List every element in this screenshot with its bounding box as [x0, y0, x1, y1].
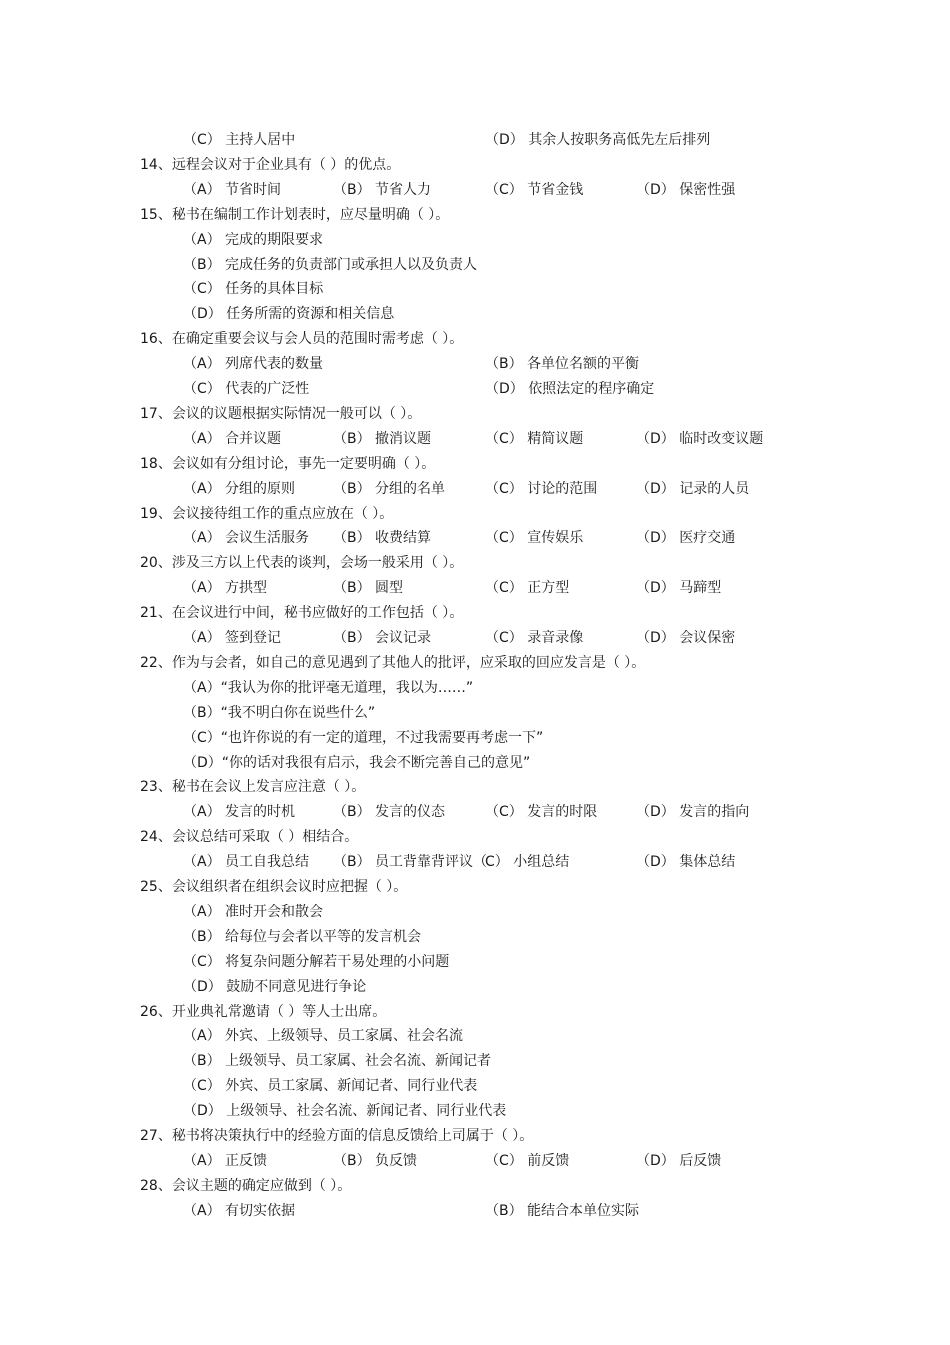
answer-option: （B） 能结合本单位实际 [485, 1202, 640, 1219]
options-row [0, 752, 950, 774]
options-row [0, 1050, 950, 1072]
answer-option: （A） 准时开会和散会 [183, 903, 324, 920]
options-row [0, 851, 950, 873]
options-row [0, 353, 950, 375]
question-stem: 14、远程会议对于企业具有（ ）的优点。 [140, 156, 401, 173]
answer-option: （D） 记录的人员 [636, 480, 750, 497]
answer-option: （A） 外宾、上级领导、员工家属、社会名流 [183, 1028, 464, 1045]
answer-option: （C） 发言的时限 [485, 804, 598, 821]
answer-option: （B） 收费结算 [333, 530, 432, 547]
question-stem: 25、会议组织者在组织会议时应把握（ ）。 [140, 879, 408, 895]
question-stem: 26、开业典礼常邀请（ ）等人士出席。 [140, 1003, 387, 1020]
options-row [0, 702, 950, 724]
answer-option: （C） 前反馈 [485, 1152, 570, 1169]
options-row [0, 254, 950, 276]
answer-option: （A） 会议生活服务 [183, 530, 310, 547]
answer-option: （B） 上级领导、员工家属、社会名流、新闻记者 [183, 1053, 492, 1070]
options-row [0, 478, 950, 500]
answer-option: （C） 节省金钱 [485, 181, 584, 198]
answer-option: （C） 精简议题 [485, 430, 584, 447]
answer-option: （D） 发言的指向 [636, 804, 750, 821]
question-stem: 21、在会议进行中间，秘书应做好的工作包括（ ）。 [140, 605, 464, 622]
options-row [0, 278, 950, 300]
answer-option: （C） 外宾、员工家属、新闻记者、同行业代表 [183, 1078, 478, 1095]
question-stem: 22、作为与会者，如自己的意见遇到了其他人的批评，应采取的回应发言是（ ）。 [140, 654, 646, 671]
options-row [0, 1150, 950, 1172]
answer-option: （D） 其余人按职务高低先左后排列 [485, 132, 711, 148]
answer-option: （B）“我不明白你在说些什么” [183, 704, 376, 721]
answer-option: （A） 签到登记 [183, 630, 282, 646]
answer-option: （C） 讨论的范围 [485, 480, 598, 497]
answer-option: （D） 集体总结 [636, 854, 736, 871]
options-row [0, 129, 950, 151]
options-row [0, 627, 950, 649]
question-stem: 18、会议如有分组讨论，事先一定要明确（ ）。 [140, 455, 436, 472]
answer-option: （B） 员工背靠背评议（ [333, 854, 488, 871]
options-row [0, 428, 950, 450]
options-row [0, 727, 950, 749]
answer-option: （B） 完成任务的负责部门或承担人以及负责人 [183, 256, 478, 273]
answer-option: （B） 会议记录 [333, 630, 432, 646]
answer-option: （B） 发言的仪态 [333, 804, 446, 821]
question-stem: 20、涉及三方以上代表的谈判，会场一般采用（ ）。 [140, 555, 464, 572]
question-stem: 24、会议总结可采取（ ）相结合。 [140, 829, 359, 846]
question-stem: 16、在确定重要会议与会人员的范围时需考虑（ ）。 [140, 331, 464, 348]
options-row [0, 527, 950, 549]
options-row [0, 1075, 950, 1097]
answer-option: （B） 撤消议题 [333, 430, 432, 447]
answer-option: （B） 节省人力 [333, 181, 432, 198]
answer-option: （C） 主持人居中 [183, 132, 296, 148]
options-row [0, 976, 950, 998]
answer-option: （A） 方拱型 [183, 580, 268, 597]
answer-option: （A） 列席代表的数量 [183, 356, 324, 373]
answer-option: （D） 会议保密 [636, 630, 736, 646]
options-row [0, 951, 950, 973]
answer-option: （B） 圆型 [333, 580, 404, 597]
answer-option: （C） 宣传娱乐 [485, 530, 584, 547]
options-row [0, 901, 950, 923]
options-row [0, 1200, 950, 1222]
answer-option: （D） 上级领导、社会名流、新闻记者、同行业代表 [183, 1103, 507, 1120]
options-row [0, 378, 950, 400]
answer-option: C） 小组总结 [485, 854, 570, 871]
answer-option: （D） 医疗交通 [636, 530, 736, 547]
answer-option: （B） 分组的名单 [333, 480, 446, 497]
answer-option: （B） 给每位与会者以平等的发言机会 [183, 928, 422, 945]
answer-option: （A） 发言的时机 [183, 804, 296, 821]
options-row [0, 1100, 950, 1122]
answer-option: （D） 鼓励不同意见进行争论 [183, 978, 367, 995]
answer-option: （D） 马蹄型 [636, 580, 722, 597]
answer-option: （D） 依照法定的程序确定 [485, 381, 655, 397]
answer-option: （C） 将复杂问题分解若干易处理的小问题 [183, 953, 450, 970]
question-stem: 17、会议的议题根据实际情况一般可以（ ）。 [140, 405, 422, 422]
answer-option: （B） 负反馈 [333, 1152, 418, 1169]
answer-option: （A） 正反馈 [183, 1152, 268, 1169]
answer-option: （C） 代表的广泛性 [183, 381, 310, 397]
question-stem: 15、秘书在编制工作计划表时，应尽量明确（ ）。 [140, 206, 450, 223]
options-row [0, 577, 950, 599]
options-row [0, 179, 950, 201]
options-row [0, 801, 950, 823]
answer-option: （D） 保密性强 [636, 181, 736, 198]
answer-option: （A） 分组的原则 [183, 480, 296, 497]
answer-option: （D） 后反馈 [636, 1152, 722, 1169]
answer-option: （A） 有切实依据 [183, 1202, 296, 1219]
options-row [0, 1025, 950, 1047]
question-stem: 28、会议主题的确定应做到（ ）。 [140, 1177, 352, 1194]
answer-option: （A）“我认为你的批评毫无道理，我以为……” [183, 679, 474, 696]
answer-option: （C） 正方型 [485, 580, 570, 597]
options-row [0, 926, 950, 948]
answer-option: （C） 录音录像 [485, 630, 584, 646]
options-row [0, 677, 950, 699]
question-stem: 23、秘书在会议上发言应注意（ ）。 [140, 779, 366, 796]
answer-option: （C） 任务的具体目标 [183, 281, 324, 298]
question-stem: 19、会议接待组工作的重点应放在（ ）。 [140, 505, 394, 522]
answer-option: （D） 任务所需的资源和相关信息 [183, 306, 395, 323]
answer-option: （A） 员工自我总结 [183, 854, 310, 871]
options-row [0, 303, 950, 325]
answer-option: （A） 节省时间 [183, 181, 282, 198]
answer-option: （B） 各单位名额的平衡 [485, 356, 640, 373]
options-row [0, 229, 950, 251]
answer-option: （C）“也许你说的有一定的道理，不过我需要再考虑一下” [183, 729, 544, 746]
answer-option: （D） 临时改变议题 [636, 430, 764, 447]
answer-option: （A） 合并议题 [183, 430, 282, 447]
answer-option: （A） 完成的期限要求 [183, 231, 324, 248]
question-stem: 27、秘书将决策执行中的经验方面的信息反馈给上司属于（ ）。 [140, 1128, 534, 1144]
answer-option: （D）“你的话对我很有启示，我会不断完善自己的意见” [183, 754, 531, 771]
